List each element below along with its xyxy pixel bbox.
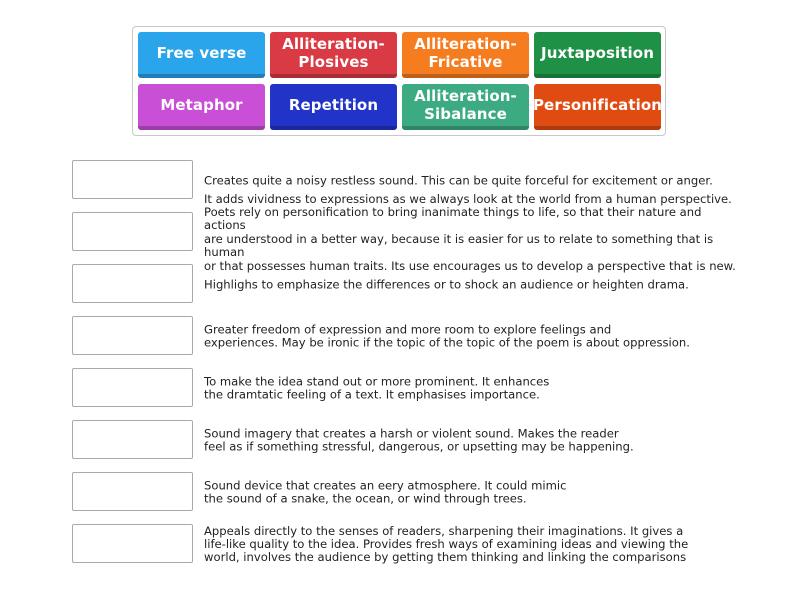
drop-target-box[interactable] — [72, 316, 193, 355]
description-text: Sound imagery that creates a harsh or violent sound. Makes the reader feel as if something stressful, dangerous, or upsetting may be happening. — [204, 426, 634, 454]
match-row — [72, 264, 752, 305]
match-row — [72, 524, 752, 565]
description-text: Appeals directly to the senses of readers, sharpening their imaginations. It gives a life-like quality to the idea. Provides fresh ways of examining ideas and viewing the world, involves the audience by getting them thinking and linking the comparisons — [204, 523, 689, 565]
answer-tile-bank — [132, 26, 666, 136]
tile-free-verse[interactable]: Free verse — [138, 32, 265, 78]
drop-target-box[interactable] — [72, 420, 193, 459]
tile-personification[interactable]: Personification — [534, 84, 661, 130]
tile-repetition[interactable]: Repetition — [270, 84, 397, 130]
tile-alliteration-sibalance[interactable]: Alliteration- Sibalance — [402, 84, 529, 130]
description-text: It adds vividness to expressions as we always look at the world from a human perspective. Poets rely on personification to bring inanimate things to life, so that their nature and actions are understood in a better way, because it is easier for us to relate to something that is human or that possesses human traits. Its use encourages us to develop a perspective that is new. — [204, 191, 736, 273]
tile-metaphor[interactable]: Metaphor — [138, 84, 265, 130]
tile-juxtaposition[interactable]: Juxtaposition — [534, 32, 661, 78]
drop-target-box[interactable] — [72, 264, 193, 303]
drop-target-box[interactable] — [72, 212, 193, 251]
match-row — [72, 368, 752, 409]
tile-alliteration-plosives[interactable]: Alliteration- Plosives — [270, 32, 397, 78]
match-row — [72, 472, 752, 513]
description-text: Creates quite a noisy restless sound. This can be quite forceful for excitement or anger. — [204, 172, 713, 187]
description-text: Greater freedom of expression and more room to explore feelings and experiences. May be ironic if the topic of the topic of the poem is about oppression. — [204, 322, 690, 350]
drop-target-box[interactable] — [72, 472, 193, 511]
match-row — [72, 191, 752, 273]
drop-target-box[interactable] — [72, 160, 193, 199]
description-text: Sound device that creates an eery atmosphere. It could mimic the sound of a snake, the ocean, or wind through trees. — [204, 478, 567, 506]
drop-target-box[interactable] — [72, 368, 193, 407]
tile-alliteration-fricative[interactable]: Alliteration- Fricative — [402, 32, 529, 78]
match-row — [72, 316, 752, 357]
description-text: To make the idea stand out or more prominent. It enhances the dramtatic feeling of a text. It emphasises importance. — [204, 374, 550, 402]
match-row — [72, 420, 752, 461]
drop-target-box[interactable] — [72, 524, 193, 563]
description-text: Highlighs to emphasize the differences or to shock an audience or heighten drama. — [204, 276, 689, 291]
